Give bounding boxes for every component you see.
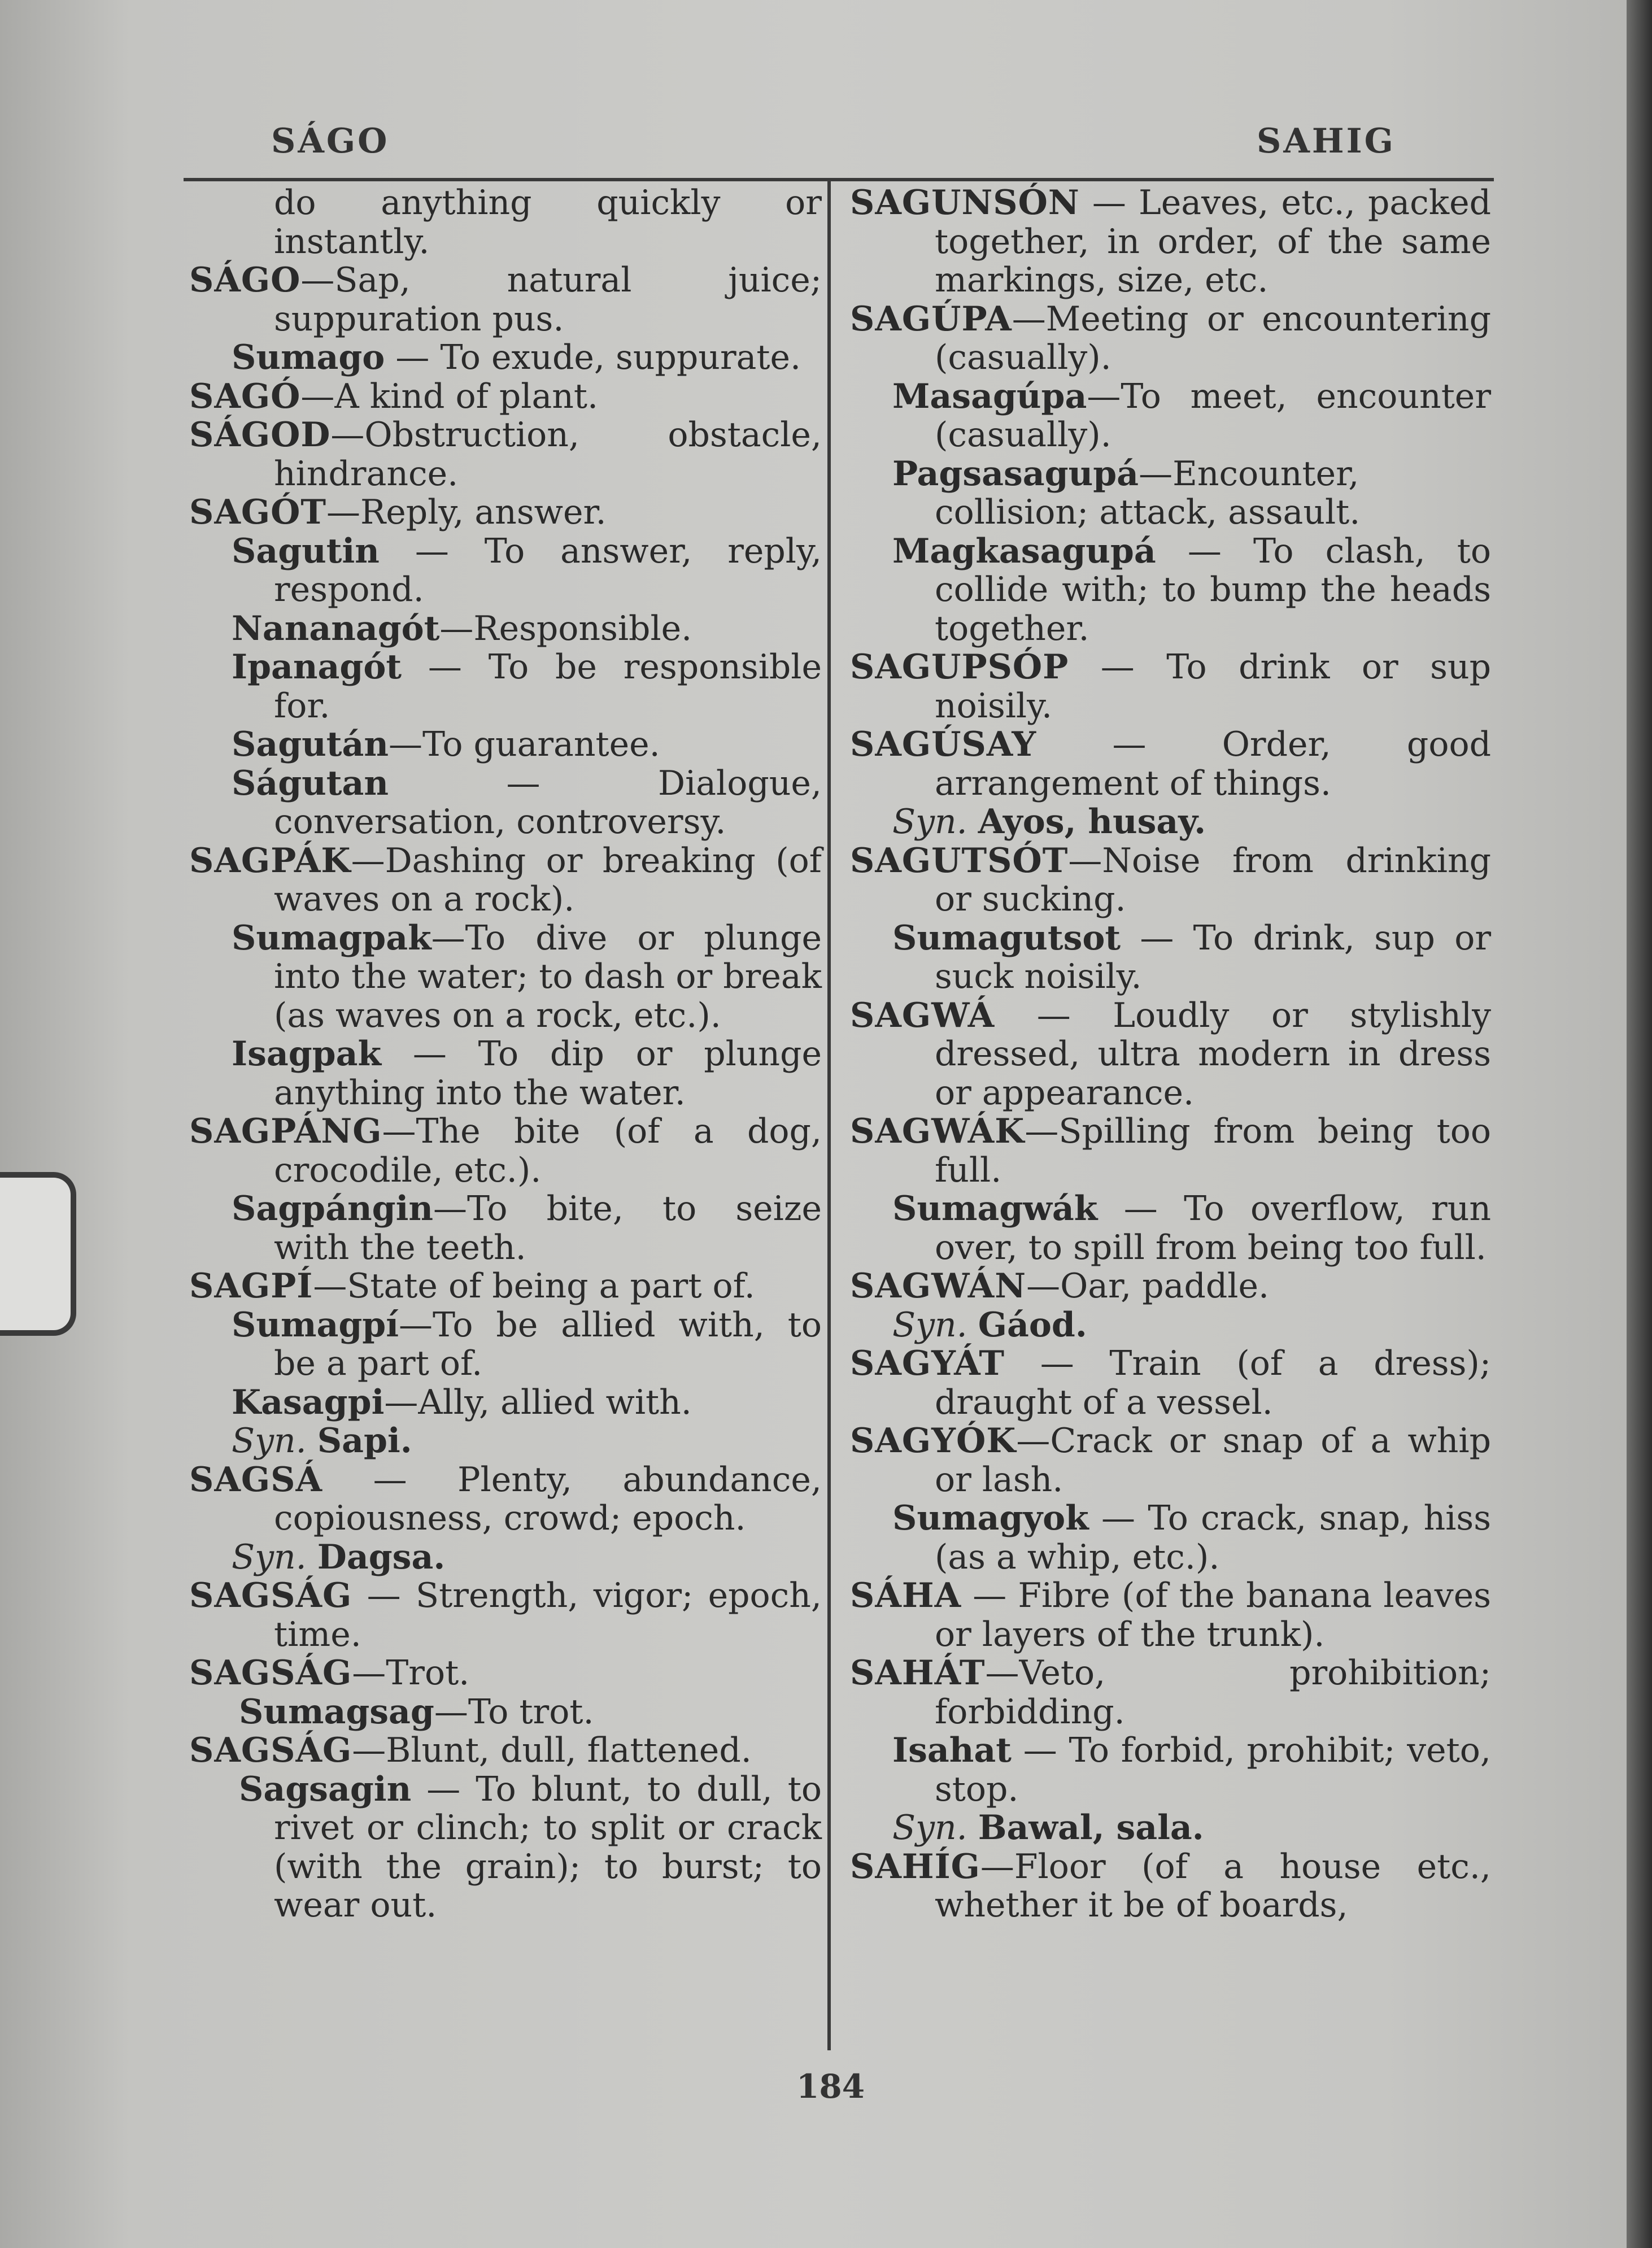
running-head-left: SÁGO <box>271 121 390 161</box>
definition-text: —Responsible. <box>439 608 692 648</box>
definition-text: —Oar, paddle. <box>1026 1266 1270 1306</box>
dictionary-entry <box>189 1576 822 1654</box>
sub-headword: Sumagsag <box>239 1692 434 1732</box>
definition-text: —Dashing or breaking (of waves on a rock). <box>274 840 822 919</box>
definition-text: —Noise from drinking or sucking. <box>935 840 1491 919</box>
definition-text: — To forbid, prohibit; veto, stop. <box>935 1731 1491 1809</box>
sub-entry <box>189 919 822 1035</box>
dictionary-entry <box>850 1267 1491 1306</box>
sub-headword: Sagután <box>232 725 389 764</box>
headword: SAGÓT <box>189 493 327 532</box>
headword: SÁGOD <box>189 415 331 455</box>
synonym-line <box>189 1538 822 1577</box>
headword: SAGÚSAY <box>850 725 1037 764</box>
definition-text: — Train (of a dress); draught of a vessel. <box>935 1344 1491 1422</box>
entry-continuation <box>189 184 822 261</box>
definition-text: — To answer, reply, respond. <box>274 531 822 609</box>
sub-headword: Ságutan <box>232 763 389 803</box>
headword: SAGSÁG <box>189 1576 352 1615</box>
dictionary-entry <box>189 1112 822 1190</box>
headword: SAGPÁK <box>189 840 351 881</box>
page-number: 184 <box>796 2067 865 2106</box>
definition-text: do anything quickly or instantly. <box>274 183 822 262</box>
sub-headword: Isahat <box>892 1731 1012 1770</box>
sub-headword: Ipanagót <box>232 647 402 687</box>
synonym-label: Syn. <box>892 1808 967 1848</box>
definition-text: —Reply, answer. <box>326 493 607 532</box>
synonym-label: Syn. <box>892 802 967 842</box>
definition-text: — Plenty, abundance, copiousness, crowd; epoch. <box>274 1460 822 1538</box>
definition-text: — To overflow, run over, to spill from being too full. <box>935 1189 1491 1267</box>
sub-headword: Magkasagupá <box>892 531 1156 571</box>
definition-text: —Trot. <box>352 1653 470 1693</box>
header-rule <box>184 178 1494 181</box>
sub-entry <box>189 609 822 648</box>
headword: SAGWÁK <box>850 1112 1025 1151</box>
sub-entry <box>189 764 822 842</box>
headword: SAGUTSÓT <box>850 840 1069 881</box>
definition-text: —Encounter, collision; attack, assault. <box>935 454 1361 532</box>
sub-entry <box>189 648 822 725</box>
definition-text: — To blunt, to dull, to rivet or clinch; to split or crack (with the grain); to burst; to wear out. <box>274 1769 822 1925</box>
definition-text: — To crack, snap, hiss (as a whip, etc.). <box>935 1498 1491 1577</box>
synonym-words: Ayos, husay. <box>978 802 1206 842</box>
headword: SAHÁT <box>850 1653 986 1693</box>
definition-text: —To meet, encounter (casually). <box>935 376 1491 455</box>
column-divider <box>827 181 831 2050</box>
headword: SAGWÁ <box>850 995 995 1035</box>
sub-headword: Sumagwák <box>892 1189 1098 1228</box>
dictionary-entry <box>189 1654 822 1693</box>
definition-text: — To dip or plunge anything into the water. <box>274 1034 822 1113</box>
dictionary-entry <box>850 996 1491 1113</box>
sub-entry <box>850 532 1491 648</box>
sub-headword: Sumagpí <box>232 1305 399 1345</box>
synonym-line <box>189 1422 822 1461</box>
sub-entry <box>189 338 822 377</box>
synonym-label: Syn. <box>232 1537 307 1577</box>
definition-text: — To drink or sup noisily. <box>935 647 1491 726</box>
definition-text: —Meeting or encountering (casually). <box>935 299 1491 377</box>
definition-text: —Ally, allied with. <box>384 1382 692 1422</box>
sub-entry <box>189 1383 822 1422</box>
headword: SAGÓ <box>189 376 301 416</box>
sub-entry <box>189 725 822 764</box>
definition-text: —Veto, prohibition; forbidding. <box>935 1653 1491 1732</box>
synonym-line <box>850 803 1491 842</box>
headword: SAGPÍ <box>189 1266 313 1306</box>
definition-text: — To be responsible for. <box>274 647 822 726</box>
sub-headword: Sumagyok <box>892 1498 1089 1538</box>
dictionary-entry <box>189 1731 822 1770</box>
sub-headword: Kasagpi <box>232 1382 385 1422</box>
dictionary-entry <box>850 1576 1491 1654</box>
headword: SAGPÁNG <box>189 1112 382 1151</box>
definition-text: —To be allied with, to be a part of. <box>274 1305 822 1383</box>
sub-headword: Sagutin <box>232 531 380 571</box>
dictionary-entry <box>189 1267 822 1306</box>
dictionary-entry <box>189 377 822 416</box>
dictionary-entry <box>850 725 1491 803</box>
definition-text: —The bite (of a dog, crocodile, etc.). <box>274 1112 822 1190</box>
definition-text: —Floor (of a house etc., whether it be of boards, <box>935 1846 1491 1925</box>
headword: SAGWÁN <box>850 1266 1027 1306</box>
sub-entry <box>850 377 1491 455</box>
headword: SAGYÓK <box>850 1421 1017 1461</box>
definition-text: —To dive or plunge into the water; to dash or break (as waves on a rock, etc.). <box>274 918 822 1035</box>
synonym-words: Bawal, sala. <box>978 1808 1204 1848</box>
dictionary-entry <box>189 261 822 338</box>
definition-text: — To clash, to collide with; to bump the heads together. <box>935 531 1491 648</box>
sub-entry <box>850 455 1491 532</box>
running-head-right: SAHIG <box>1257 121 1396 161</box>
dictionary-entry <box>850 1848 1491 1925</box>
sub-entry <box>850 1731 1491 1809</box>
headword: SÁGO <box>189 260 301 300</box>
sub-headword: Pagsasagupá <box>892 454 1139 494</box>
dictionary-entry <box>189 842 822 919</box>
definition-text: —To bite, to seize with the teeth. <box>274 1189 822 1267</box>
sub-headword: Sagpángin <box>232 1189 433 1228</box>
headword: SAGUPSÓP <box>850 647 1069 687</box>
sub-entry <box>850 919 1491 996</box>
definition-text: —Spilling from being too full. <box>935 1112 1491 1190</box>
definition-text: —Sap, natural juice; suppuration pus. <box>274 260 822 339</box>
book-edge <box>1627 0 1652 2248</box>
dictionary-entry <box>850 300 1491 377</box>
sub-entry <box>850 1190 1491 1267</box>
dictionary-entry <box>850 842 1491 919</box>
definition-text: —Crack or snap of a whip or lash. <box>935 1421 1491 1500</box>
sub-headword: Sumagpak <box>232 918 431 958</box>
dictionary-entry <box>850 1654 1491 1731</box>
headword: SAGÚPA <box>850 299 1012 339</box>
dictionary-entry <box>850 184 1491 300</box>
synonym-line <box>850 1306 1491 1345</box>
sub-entry <box>189 1770 822 1925</box>
dictionary-entry <box>189 416 822 493</box>
sub-headword: Nananagót <box>232 608 440 648</box>
definition-text: —To trot. <box>434 1692 594 1732</box>
right-column <box>850 184 1491 1925</box>
definition-text: — Leaves, etc., packed together, in order, of the same markings, size, etc. <box>935 183 1491 300</box>
dictionary-entry <box>189 1461 822 1538</box>
sub-entry <box>189 1306 822 1383</box>
headword: SAGSÁ <box>189 1460 323 1500</box>
page-tab <box>0 1172 76 1336</box>
definition-text: — To exude, suppurate. <box>385 338 801 377</box>
definition-text: — Loudly or stylishly dressed, ultra modern in dress or appearance. <box>935 995 1491 1113</box>
definition-text: — Strength, vigor; epoch, time. <box>274 1576 822 1654</box>
dictionary-entry <box>189 493 822 532</box>
headword: SAGSÁG <box>189 1653 352 1693</box>
synonym-label: Syn. <box>892 1305 967 1345</box>
sub-headword: Sagsagin <box>239 1769 412 1809</box>
dictionary-entry <box>850 648 1491 725</box>
synonym-words: Gáod. <box>978 1305 1087 1345</box>
synonym-words: Sapi. <box>317 1421 412 1461</box>
definition-text: —Obstruction, obstacle, hindrance. <box>274 415 822 494</box>
dictionary-entry <box>850 1344 1491 1422</box>
sub-entry <box>189 1190 822 1267</box>
definition-text: — Dialogue, conversation, controversy. <box>274 763 822 842</box>
sub-entry <box>850 1499 1491 1576</box>
left-column <box>189 184 822 1925</box>
headword: SAGUNSÓN <box>850 183 1080 223</box>
sub-entry <box>189 532 822 609</box>
definition-text: — Fibre (of the banana leaves or layers of the trunk). <box>935 1576 1491 1654</box>
headword: SAGSÁG <box>189 1731 352 1770</box>
definition-text: — Order, good arrangement of things. <box>935 725 1491 803</box>
dictionary-entry <box>850 1422 1491 1499</box>
headword: SAGYÁT <box>850 1344 1005 1383</box>
headword: SÁHA <box>850 1576 962 1615</box>
synonym-line <box>850 1809 1491 1848</box>
headword: SAHÍG <box>850 1846 980 1887</box>
sub-headword: Masagúpa <box>892 376 1087 416</box>
definition-text: — To drink, sup or suck noisily. <box>935 918 1491 996</box>
sub-entry <box>189 1035 822 1112</box>
synonym-words: Dagsa. <box>317 1537 446 1577</box>
definition-text: —To guarantee. <box>389 725 660 764</box>
sub-headword: Isagpak <box>232 1034 382 1074</box>
sub-headword: Sumago <box>232 338 385 377</box>
sub-headword: Sumagutsot <box>892 918 1121 958</box>
definition-text: —Blunt, dull, flattened. <box>352 1731 752 1770</box>
synonym-label: Syn. <box>232 1421 307 1461</box>
definition-text: —A kind of plant. <box>300 376 599 416</box>
sub-entry <box>189 1693 822 1732</box>
definition-text: —State of being a part of. <box>313 1266 755 1306</box>
dictionary-entry <box>850 1112 1491 1190</box>
